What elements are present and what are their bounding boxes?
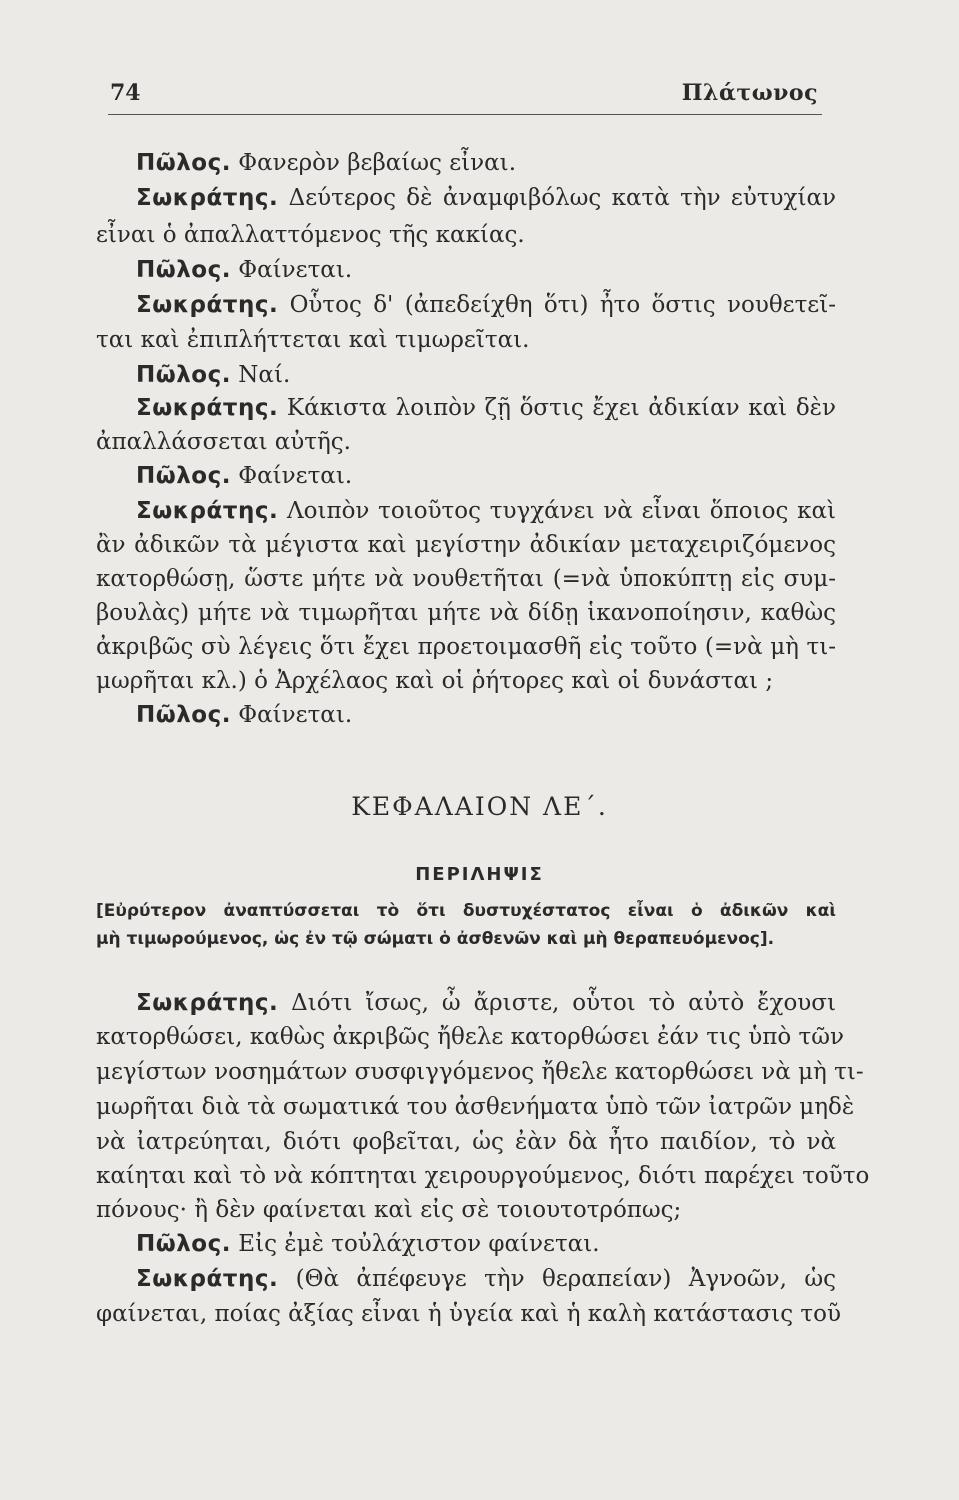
line-text: Φανερὸν βεβαίως εἶναι. bbox=[238, 150, 517, 176]
dialogue-line bbox=[136, 988, 836, 1018]
line-text: Εἰς ἐμὲ τοὐλάχιστον φαίνεται. bbox=[238, 1231, 600, 1257]
speaker-label: Πῶλος. bbox=[136, 362, 231, 388]
line-text: μεγίστων νοσημάτων συσφιγγόμενος ἤθελε κατορθώσει νὰ μὴ τι- bbox=[96, 1059, 864, 1085]
dialogue-line bbox=[96, 1022, 844, 1052]
summary-title: ΠΕΡΙΛΗΨΙΣ bbox=[415, 864, 544, 885]
dialogue-line bbox=[96, 666, 836, 696]
speaker-label: Σωκράτης. bbox=[136, 990, 279, 1016]
speaker-label: Πῶλος. bbox=[136, 257, 231, 283]
dialogue-line bbox=[96, 1195, 836, 1225]
line-text: ἀπαλλάσσεται αὐτῆς. bbox=[96, 429, 351, 455]
dialogue-line bbox=[136, 461, 836, 491]
line-text: Ναί. bbox=[238, 362, 291, 388]
line-text: κατορθώσῃ, ὥστε μήτε νὰ νουθετῆται (=νὰ ὑποκύπτῃ εἰς συμ- bbox=[96, 566, 836, 592]
dialogue-line bbox=[136, 393, 836, 423]
dialogue-line bbox=[96, 1127, 836, 1157]
line-text: μωρῆται διὰ τὰ σωματικά του ἀσθενήματα ὑπὸ τῶν ἰατρῶν μηδὲ bbox=[96, 1094, 855, 1120]
line-text: ται καὶ ἐπιπλήττεται καὶ τιμωρεῖται. bbox=[96, 327, 530, 353]
line-text: νὰ ἰατρεύηται, διότι φοβεῖται, ὡς ἐὰν δὰ ἦτο παιδίον, τὸ νὰ bbox=[96, 1129, 836, 1155]
dialogue-line bbox=[96, 598, 836, 628]
line-text: Διότι ἴσως, ὦ ἄριστε, οὗτοι τὸ αὐτὸ ἔχουσι bbox=[291, 990, 836, 1016]
summary-line: [Εὐρύτερον ἀναπτύσσεται τὸ ὅτι δυστυχέστατος εἶναι ὁ ἀδικῶν καὶ bbox=[96, 901, 836, 921]
dialogue-line bbox=[96, 530, 836, 560]
line-text: καίηται καὶ τὸ νὰ κόπτηται χειρουργούμενος, διότι παρέχει τοῦτο bbox=[96, 1163, 870, 1189]
speaker-label: Πῶλος. bbox=[136, 1231, 231, 1257]
speaker-label: Σωκράτης. bbox=[136, 292, 279, 318]
line-text: πόνους· ἢ δὲν φαίνεται καὶ εἰς σὲ τοιουτοτρόπως; bbox=[96, 1197, 682, 1223]
line-text: φαίνεται, ποίας ἀξίας εἶναι ἡ ὑγεία καὶ ἡ καλὴ κατάστασις τοῦ bbox=[96, 1301, 841, 1327]
speaker-label: Σωκράτης. bbox=[136, 185, 279, 211]
line-text: (Θὰ ἀπέφευγε τὴν θεραπείαν) Ἀγνοῶν, ὡς bbox=[295, 1266, 837, 1292]
dialogue-line bbox=[96, 564, 836, 594]
speaker-label: Σωκράτης. bbox=[136, 1266, 279, 1292]
summary-line: μὴ τιμωρούμενος, ὡς ἐν τῷ σώματι ὁ ἀσθενῶν καὶ μὴ θεραπευόμενος]. bbox=[96, 929, 775, 949]
speaker-label: Πῶλος. bbox=[136, 702, 231, 728]
dialogue-line bbox=[136, 183, 836, 213]
line-text: ἀκριβῶς σὺ λέγεις ὅτι ἔχει προετοιμασθῆ εἰς τοῦτο (=νὰ μὴ τι- bbox=[96, 634, 836, 660]
dialogue-line bbox=[136, 1264, 836, 1294]
speaker-label: Πῶλος. bbox=[136, 463, 231, 489]
speaker-label: Πῶλος. bbox=[136, 150, 231, 176]
line-text: μωρῆται κλ.) ὁ Ἀρχέλαος καὶ οἱ ῥήτορες καὶ οἱ δυνάσται ; bbox=[96, 668, 774, 694]
running-title: Πλάτωνος bbox=[681, 80, 818, 106]
dialogue-line bbox=[136, 148, 836, 178]
speaker-label: Σωκράτης. bbox=[136, 498, 279, 524]
dialogue-line bbox=[96, 220, 836, 250]
line-text: Κάκιστα λοιπὸν ζῇ ὅστις ἔχει ἀδικίαν καὶ δὲν bbox=[286, 395, 836, 421]
dialogue-line bbox=[96, 632, 836, 662]
line-text: Οὗτος δ' (ἀπεδείχθη ὅτι) ἦτο ὅστις νουθετεῖ- bbox=[289, 292, 837, 318]
dialogue-line bbox=[136, 360, 836, 390]
dialogue-line bbox=[136, 496, 836, 526]
dialogue-line bbox=[136, 1229, 836, 1259]
line-text: Φαίνεται. bbox=[238, 463, 353, 489]
dialogue-line bbox=[96, 427, 836, 457]
line-text: ἂν ἀδικῶν τὰ μέγιστα καὶ μεγίστην ἀδικίαν μεταχειριζόμενος bbox=[96, 532, 836, 558]
dialogue-line bbox=[96, 1057, 864, 1087]
dialogue-line bbox=[136, 290, 836, 320]
line-text: εἶναι ὁ ἀπαλλαττόμενος τῆς κακίας. bbox=[96, 222, 525, 248]
dialogue-line bbox=[96, 1092, 855, 1122]
dialogue-line bbox=[96, 1161, 870, 1191]
page-header bbox=[108, 78, 822, 115]
page-number: 74 bbox=[110, 80, 141, 106]
line-text: Φαίνεται. bbox=[238, 702, 353, 728]
speaker-label: Σωκράτης. bbox=[136, 395, 279, 421]
dialogue-line bbox=[96, 1299, 841, 1329]
line-text: Δεύτερος δὲ ἀναμφιβόλως κατὰ τὴν εὐτυχίαν bbox=[288, 185, 837, 211]
line-text: Λοιπὸν τοιοῦτος τυγχάνει νὰ εἶναι ὅποιος καὶ bbox=[286, 498, 836, 524]
chapter-heading: ΚΕΦΑΛΑΙΟΝ ΛΕ΄. bbox=[351, 792, 608, 821]
line-text: Φαίνεται. bbox=[238, 257, 353, 283]
dialogue-line bbox=[136, 700, 836, 730]
dialogue-line bbox=[136, 255, 836, 285]
dialogue-line bbox=[96, 325, 836, 355]
line-text: κατορθώσει, καθὼς ἀκριβῶς ἤθελε κατορθώσει ἐάν τις ὑπὸ τῶν bbox=[96, 1024, 844, 1050]
line-text: βουλὰς) μήτε νὰ τιμωρῆται μήτε νὰ δίδῃ ἱκανοποίησιν, καθὼς bbox=[96, 600, 836, 626]
